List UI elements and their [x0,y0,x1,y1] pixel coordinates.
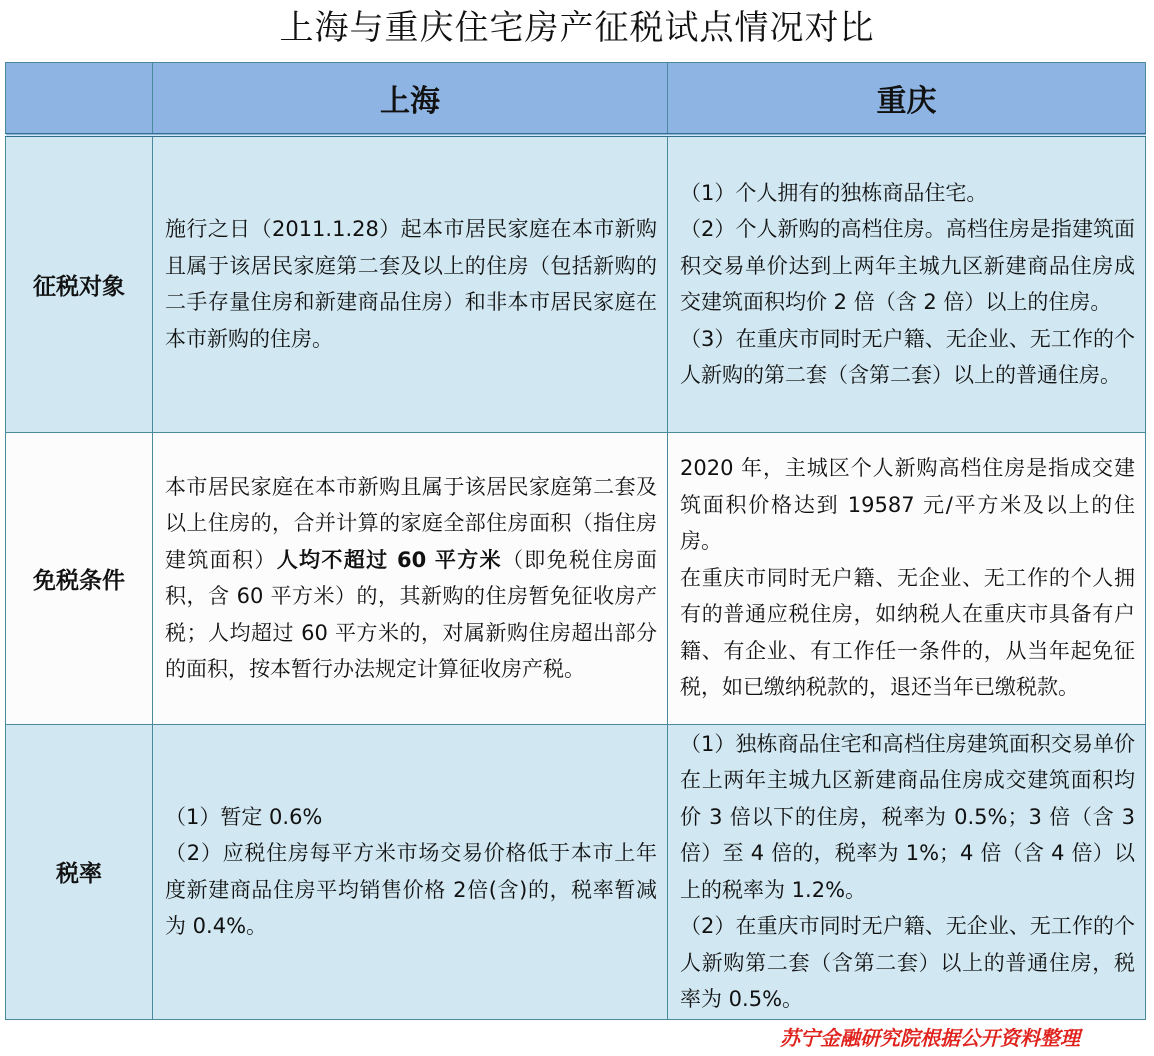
table-header-row [6,63,1146,136]
bold-highlight: 人均不超过 60 平方米 [276,547,502,572]
cell-paragraph [165,469,657,688]
table-row-exemption [6,432,1146,724]
cell-paragraph: （1）暂定 0.6% [165,804,323,829]
row-label: 征税对象 [6,135,153,432]
source-note: 苏宁金融研究院根据公开资料整理 [780,1026,1080,1050]
table-row-tax-rate [6,724,1146,1019]
text-segment: 本市居民家庭在本市新购且属于该居民家庭第二套及以上住房的，合并计算的家庭全部住房面积（指住房建筑面积） [165,474,657,572]
header-label-cell [6,63,153,136]
cell-paragraph: （1）个人拥有的独栋商品住宅。 [680,180,988,205]
comparison-table [5,62,1146,1020]
page-title: 上海与重庆住宅房产征税试点情况对比 [279,8,875,48]
shanghai-cell [153,724,668,1019]
header-shanghai: 上海 [153,63,668,136]
cell-paragraph: 在重庆市同时无户籍、无企业、无工作的个人拥有的普通应税住房，如纳税人在重庆市具备有户籍、有企业、有工作任一条件的，从当年起免征税，如已缴纳税款的，退还当年已缴税款。 [680,565,1135,700]
header-chongqing: 重庆 [668,63,1146,136]
cell-paragraph: （1）独栋商品住宅和高档住房建筑面积交易单价在上两年主城九区新建商品住房成交建筑面积均价 3 倍以下的住房，税率为 0.5%；3 倍（含 3 倍）至 4 倍的，税率为 1%；4 倍（含 4 倍）以上的税率为 1.2%。 [680,731,1135,902]
cell-paragraph: （2）在重庆市同时无户籍、无企业、无工作的个人新购第二套（含第二套）以上的普通住房，税率为 0.5%。 [680,914,1135,1011]
chongqing-cell [668,432,1146,724]
shanghai-cell [153,135,668,432]
cell-paragraph: 施行之日（2011.1.28）起本市居民家庭在本市新购且属于该居民家庭第二套及以上的住房（包括新购的二手存量住房和新建商品住房）和非本市居民家庭在本市新购的住房。 [165,217,657,351]
chongqing-cell [668,724,1146,1019]
row-label: 免税条件 [6,432,153,724]
table-row-tax-object [6,135,1146,432]
shanghai-cell [153,432,668,724]
cell-paragraph: （2）应税住房每平方米市场交易价格低于本市上年度新建商品住房平均销售价格 2倍(含)的，税率暂减为 0.4%。 [165,841,657,938]
cell-paragraph: （2）个人新购的高档住房。高档住房是指建筑面积交易单价达到上两年主城九区新建商品住房成交建筑面积均价 2 倍（含 2 倍）以上的住房。 [680,217,1135,315]
cell-paragraph: 2020 年，主城区个人新购高档住房是指成交建筑面积价格达到 19587 元/平方米及以上的住房。 [680,456,1135,554]
text-segment: （即免税住房面积，含 60 平方米）的，其新购的住房暂免征收房产税；人均超过 60 平方米的，对属新购住房超出部分的面积，按本暂行办法规定计算征收房产税。 [165,547,657,681]
chongqing-cell [668,135,1146,432]
cell-paragraph: （3）在重庆市同时无户籍、无企业、无工作的个人新购的第二套（含第二套）以上的普通住房。 [680,326,1135,388]
row-label: 税率 [6,724,153,1019]
